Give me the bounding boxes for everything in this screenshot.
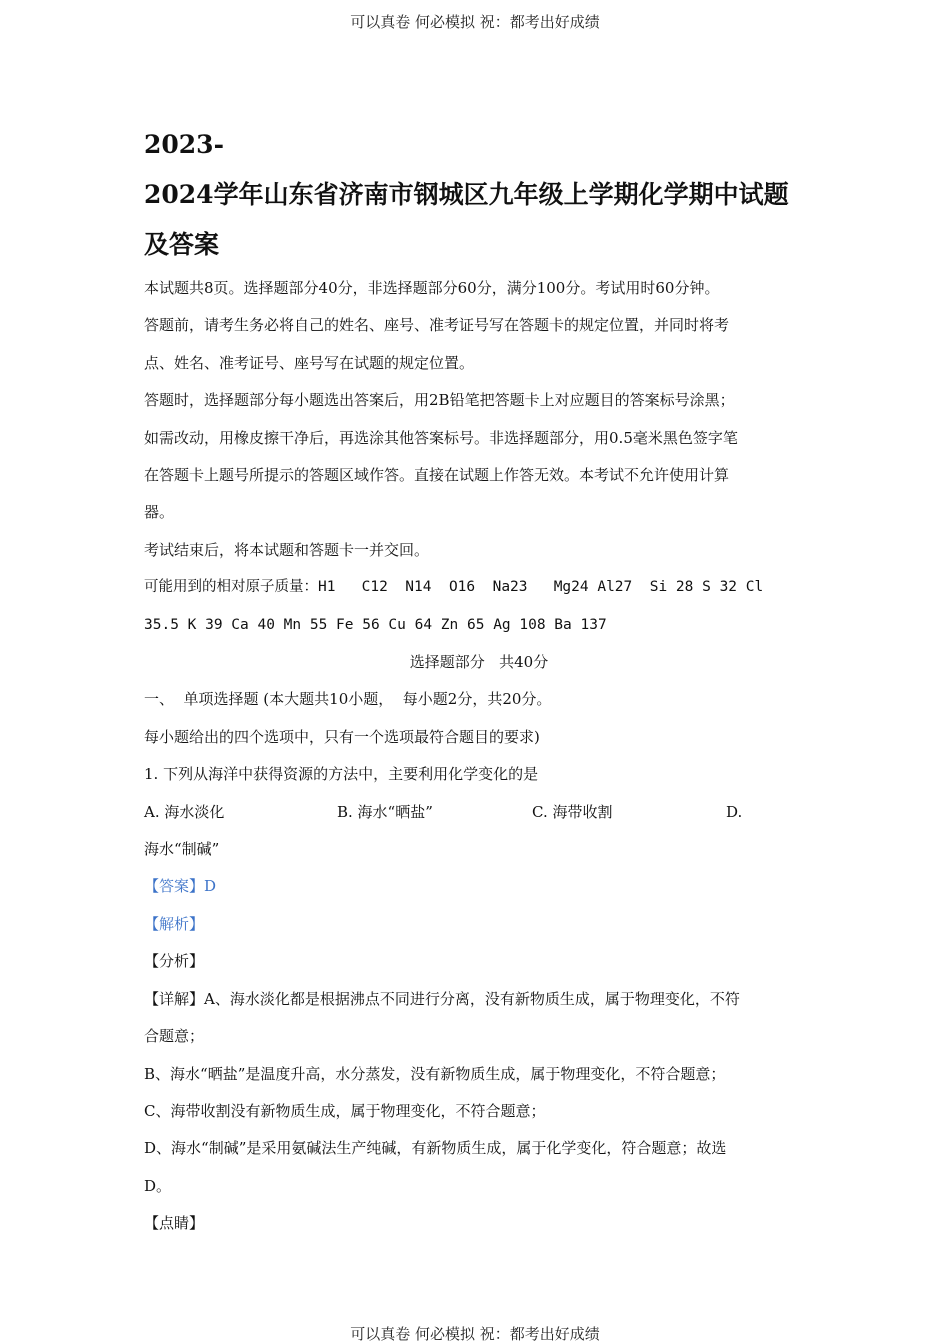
atomic-mass-line-2: 35.5 K 39 Ca 40 Mn 55 Fe 56 Cu 64 Zn 65 Ag 108 Ba 137 — [144, 616, 607, 633]
question-1-stem: 1. 下列从海洋中获得资源的方法中，主要利用化学变化的是 — [144, 765, 539, 784]
title-line-1: 2023- — [144, 130, 224, 159]
option-d-continued: 海水“制碱” — [144, 840, 220, 859]
question-1-options — [144, 794, 814, 831]
detail-c: C、海带收割没有新物质生成，属于物理变化，不符合题意； — [144, 1101, 546, 1120]
section-part-title: 一、 单项选择题 (本大题共10小题， 每小题2分，共20分。 — [144, 690, 552, 709]
fenxi-label: 【分析】 — [144, 952, 205, 971]
section-note: 每小题给出的四个选项中，只有一个选项最符合题目的要求) — [144, 727, 540, 746]
instruction-2a: 答题前，请考生务必将自己的姓名、座号、准考证号写在答题卡的规定位置，并同时将考 — [144, 316, 730, 335]
page-footer: 可以真卷 何必模拟 祝：都考出好成绩 — [350, 1325, 600, 1343]
analysis-label: 【解析】 — [144, 914, 205, 933]
detail-a-line-1: 【详解】A、海水淡化都是根据沸点不同进行分离，没有新物质生成，属于物理变化，不符 — [144, 989, 740, 1008]
detail-d-line-1: D、海水“制碱”是采用氨碱法生产纯碱，有新物质生成，属于化学变化，符合题意；故选 — [144, 1139, 727, 1158]
page-header: 可以真卷 何必模拟 祝：都考出好成绩 — [350, 13, 600, 31]
detail-d-line-2: D。 — [144, 1176, 172, 1195]
atomic-mass-line-1: 可能用到的相对原子质量：H1 C12 N14 O16 Na23 Mg24 Al27 Si 28 S 32 Cl — [144, 579, 764, 596]
title-line-2: 2024学年山东省济南市钢城区九年级上学期化学期中试题 — [144, 180, 789, 209]
detail-b: B、海水“晒盐”是温度升高，水分蒸发，没有新物质生成，属于物理变化，不符合题意； — [144, 1064, 726, 1083]
document-body — [144, 120, 814, 1243]
dianjing-label: 【点睛】 — [144, 1214, 205, 1233]
instruction-2b: 点、姓名、准考证号、座号写在试题的规定位置。 — [144, 353, 475, 372]
answer-label: 【答案】D — [144, 877, 217, 896]
option-b: B. 海水“晒盐” — [337, 802, 433, 821]
instruction-1: 本试题共8页。选择题部分40分，非选择题部分60分，满分100分。考试用时60分钟。 — [144, 279, 720, 297]
title-line-3: 及答案 — [144, 230, 220, 259]
instruction-3b: 如需改动，用橡皮擦干净后，再选涂其他答案标号。非选择题部分，用0.5毫米黑色签字笔 — [144, 428, 738, 447]
option-c: C. 海带收割 — [532, 802, 613, 821]
option-a: A. 海水淡化 — [144, 802, 225, 821]
instruction-3c: 在答题卡上题号所提示的答题区域作答。直接在试题上作答无效。本考试不允许使用计算 — [144, 466, 730, 485]
option-d: D. — [726, 802, 743, 821]
instruction-3d: 器。 — [144, 503, 175, 522]
instruction-3a: 答题时，选择题部分每小题选出答案后，用2B铅笔把答题卡上对应题目的答案标号涂黑； — [144, 391, 735, 410]
section-heading: 选择题部分 共40分 — [409, 653, 549, 672]
detail-a-line-2: 合题意； — [144, 1027, 205, 1046]
instruction-4: 考试结束后，将本试题和答题卡一并交回。 — [144, 540, 430, 559]
